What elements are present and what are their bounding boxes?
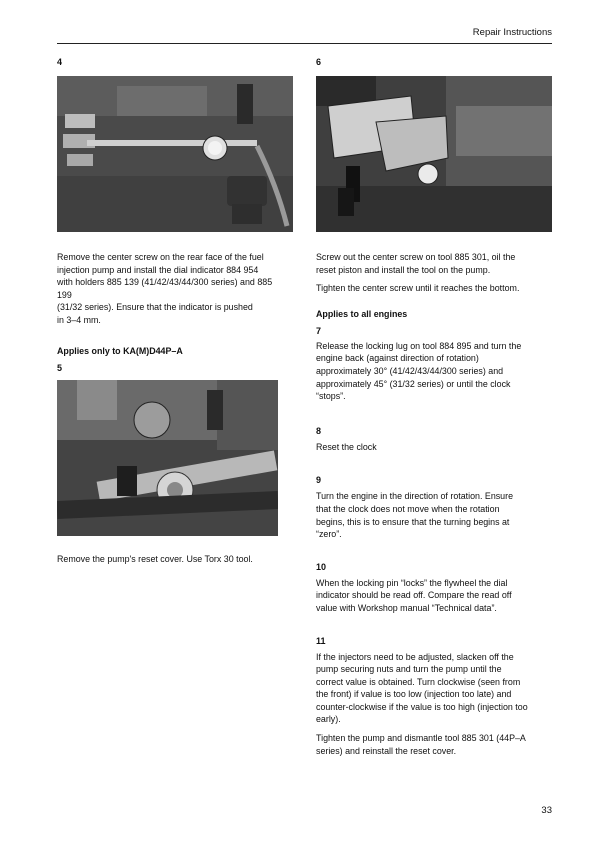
step-6-para-2: Tighten the center screw until it reaches the bottom. <box>316 283 520 294</box>
page-header <box>57 27 552 44</box>
right-column <box>316 56 554 757</box>
step-7-line-4: approximately 45° (31/32 series) or until the clock <box>316 378 511 389</box>
section-heading-44p: Applies only to KA(M)D44P–A <box>57 345 183 356</box>
step-7-line-5: “stops”. <box>316 391 346 402</box>
page-number: 33 <box>541 805 552 816</box>
step-11-line-1: If the injectors need to be adjusted, slacken off the <box>316 651 514 662</box>
step-9-line-1: Turn the engine in the direction of rotation. Ensure <box>316 491 514 502</box>
step-10-line-2: indicator should be read off. Compare the read off <box>316 590 512 601</box>
step-7-line-2: engine back (against direction of rotation) <box>316 353 479 364</box>
step-6-line-1: Screw out the center screw on tool 885 301, oil the <box>316 252 516 262</box>
step-7-line-1: Release the locking lug on tool 884 895 and turn the <box>316 340 522 351</box>
photo-dial-indicator <box>57 76 293 232</box>
step-11-para2-line-2: series) and reinstall the reset cover. <box>316 745 457 756</box>
step-4-number: 4 <box>57 57 63 67</box>
step-11-line-5: counter-clockwise if the value is too high (injection too <box>316 701 528 712</box>
step-8-text: Reset the clock <box>316 441 377 452</box>
step-5-text: Remove the pump's reset cover. Use Torx 30 tool. <box>57 553 253 564</box>
left-column <box>57 56 295 565</box>
step-9-line-2: that the clock does not move when the rotation <box>316 503 500 514</box>
step-11-line-4: the front) if value is too low (injection too late) and <box>316 689 512 700</box>
step-11-line-3: correct value is obtained. Turn clockwise (seen from <box>316 676 521 687</box>
section-heading-all: Applies to all engines <box>316 308 408 319</box>
step-6-number: 6 <box>316 57 322 67</box>
step-8-number: 8 <box>316 425 322 436</box>
step-9-number: 9 <box>316 475 322 486</box>
photo-tool-885301 <box>316 76 552 232</box>
step-11-line-2: pump securing nuts and turn the pump until the <box>316 664 502 675</box>
step-6-line-2: reset piston and install the tool on the pump. <box>316 264 491 275</box>
step-7-line-3: approximately 30° (41/42/43/44/300 series) and <box>316 365 504 376</box>
step-10-line-3: value with Workshop manual “Technical data”. <box>316 602 497 613</box>
step-9-line-4: “zero”. <box>316 529 342 540</box>
step-11-para2-line-1: Tighten the pump and dismantle tool 885 301 (44P–A <box>316 733 526 744</box>
step-9-line-3: begins, this is to ensure that the turning begins at <box>316 516 510 527</box>
step-4-line-1: Remove the center screw on the rear face of the fuel <box>57 252 264 262</box>
step-11-line-6: early). <box>316 714 341 725</box>
step-4-line-2: injection pump and install the dial indicator 884 954 <box>57 264 259 275</box>
step-4-line-4: 199 <box>57 289 72 300</box>
step-11-number: 11 <box>316 635 326 646</box>
step-4-line-5: (31/32 series). Ensure that the indicator is pushed <box>57 302 253 313</box>
step-4-line-3: with holders 885 139 (41/42/43/44/300 series) and 885 <box>57 277 273 288</box>
step-7-number: 7 <box>316 325 322 336</box>
step-5-number: 5 <box>57 362 63 373</box>
step-4-line-6: in 3–4 mm. <box>57 314 101 325</box>
step-10-line-1: When the locking pin “locks” the flywheel the dial <box>316 577 508 588</box>
step-10-number: 10 <box>316 561 327 572</box>
photo-reset-cover <box>57 380 278 536</box>
header-title: Repair Instructions <box>472 27 552 38</box>
